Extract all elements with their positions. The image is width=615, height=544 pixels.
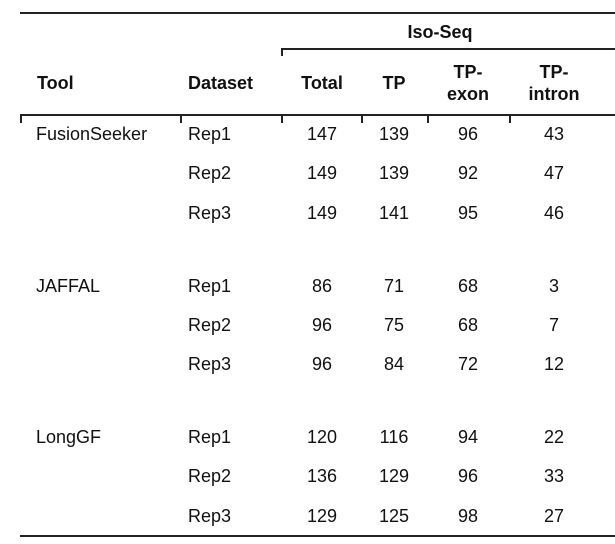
dataset-cell: Rep2 xyxy=(188,315,232,335)
top-rule xyxy=(20,12,615,14)
tp-cell: 139 xyxy=(378,124,410,144)
tp-exon-cell: 98 xyxy=(457,506,479,526)
header-total: Total xyxy=(301,73,343,93)
tp-cell: 139 xyxy=(378,163,410,183)
header-bottom-rule xyxy=(20,114,615,116)
dataset-cell: Rep1 xyxy=(188,276,232,296)
group-header-iso-seq: Iso-Seq xyxy=(407,22,473,42)
tp-intron-cell: 12 xyxy=(543,354,565,374)
tp-intron-cell: 22 xyxy=(543,427,565,447)
header-tp-exon-line1: TP- xyxy=(453,62,483,82)
header-tick-exon xyxy=(427,114,429,123)
total-cell: 147 xyxy=(306,124,338,144)
tool-name: FusionSeeker xyxy=(36,124,148,144)
tp-exon-cell: 95 xyxy=(457,203,479,223)
total-cell: 129 xyxy=(306,506,338,526)
tp-exon-cell: 68 xyxy=(457,276,479,296)
dataset-cell: Rep1 xyxy=(188,124,232,144)
bottom-rule xyxy=(20,535,615,537)
total-cell: 149 xyxy=(306,163,338,183)
dataset-cell: Rep3 xyxy=(188,506,232,526)
dataset-cell: Rep2 xyxy=(188,466,232,486)
header-tick-tp xyxy=(361,114,363,123)
group-rule-tick xyxy=(281,48,283,56)
tp-exon-cell: 96 xyxy=(457,124,479,144)
dataset-cell: Rep3 xyxy=(188,354,232,374)
header-tick-left xyxy=(20,114,22,123)
tool-name: JAFFAL xyxy=(36,276,101,296)
tp-cell: 125 xyxy=(378,506,410,526)
dataset-cell: Rep3 xyxy=(188,203,232,223)
total-cell: 136 xyxy=(306,466,338,486)
tp-intron-cell: 7 xyxy=(548,315,559,335)
total-cell: 96 xyxy=(311,354,333,374)
group-rule xyxy=(281,48,615,50)
tp-cell: 75 xyxy=(383,315,405,335)
dataset-cell: Rep1 xyxy=(188,427,232,447)
tp-intron-cell: 47 xyxy=(543,163,565,183)
tp-cell: 84 xyxy=(383,354,405,374)
total-cell: 86 xyxy=(311,276,333,296)
header-tp-intron-line2: intron xyxy=(528,84,580,104)
tool-name: LongGF xyxy=(36,427,102,447)
tp-exon-cell: 72 xyxy=(457,354,479,374)
tp-cell: 71 xyxy=(383,276,405,296)
tp-cell: 116 xyxy=(379,427,409,447)
tp-cell: 141 xyxy=(378,203,410,223)
tp-intron-cell: 43 xyxy=(543,124,565,144)
tp-intron-cell: 33 xyxy=(543,466,565,486)
header-tick-intron xyxy=(509,114,511,123)
tp-intron-cell: 27 xyxy=(543,506,565,526)
tp-intron-cell: 3 xyxy=(548,276,559,296)
total-cell: 120 xyxy=(306,427,338,447)
tp-exon-cell: 94 xyxy=(457,427,479,447)
tp-exon-cell: 68 xyxy=(457,315,479,335)
header-tick-dataset xyxy=(180,114,182,123)
tp-exon-cell: 96 xyxy=(457,466,479,486)
header-tp: TP xyxy=(382,73,406,93)
header-tp-exon-line2: exon xyxy=(446,84,489,104)
header-dataset: Dataset xyxy=(188,73,254,93)
tp-intron-cell: 46 xyxy=(543,203,565,223)
header-tool: Tool xyxy=(37,73,74,93)
header-tick-total xyxy=(281,114,283,123)
dataset-cell: Rep2 xyxy=(188,163,232,183)
header-tp-intron-line1: TP- xyxy=(539,62,569,82)
total-cell: 149 xyxy=(306,203,338,223)
total-cell: 96 xyxy=(311,315,333,335)
tp-exon-cell: 92 xyxy=(457,163,479,183)
tp-cell: 129 xyxy=(378,466,410,486)
